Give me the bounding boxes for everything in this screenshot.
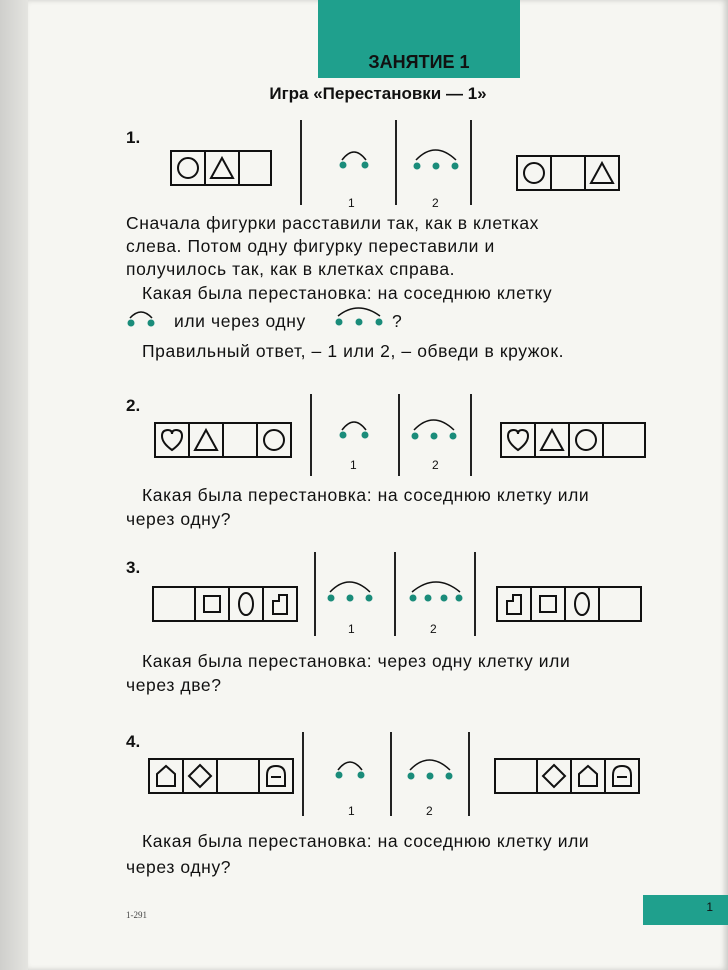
- task-3-question: Какая была перестановка: через одну клетку или: [142, 651, 571, 671]
- page-number: 1: [706, 900, 713, 914]
- circle-figure: [570, 424, 604, 456]
- notched-figure: [264, 588, 296, 620]
- choice-2-label: 2: [430, 622, 437, 636]
- task-3-right-cells: [496, 586, 642, 622]
- empty-cell: [552, 157, 586, 189]
- house-figure: [150, 760, 184, 792]
- choice-2-skip[interactable]: [404, 750, 462, 818]
- heart-figure: [156, 424, 190, 456]
- choice-2-label: 2: [426, 804, 433, 818]
- divider-line: [474, 552, 476, 636]
- triangle-figure: [206, 152, 240, 184]
- divider-line: [398, 394, 400, 476]
- choice-1-label: 1: [348, 622, 355, 636]
- divider-line: [470, 394, 472, 476]
- arch-figure: [606, 760, 638, 792]
- triangle-figure: [586, 157, 618, 189]
- divider-line: [314, 552, 316, 636]
- empty-cell: [218, 760, 260, 792]
- task-1-line: получилось так, как в клетках справа.: [126, 259, 456, 279]
- task-1-question-mark: ?: [392, 311, 403, 331]
- choice-2-skip-two[interactable]: [406, 572, 470, 636]
- task-3-number: 3.: [126, 558, 141, 577]
- task-1-line: слева. Потом одну фигурку переставили и: [126, 236, 495, 256]
- choice-1-adjacent[interactable]: [334, 410, 378, 472]
- diamond-figure: [538, 760, 572, 792]
- divider-line: [394, 552, 396, 636]
- divider-line: [470, 120, 472, 205]
- choice-1-label: 1: [348, 196, 355, 210]
- square-figure: [532, 588, 566, 620]
- task-1-or-skip: или через одну: [174, 311, 306, 331]
- task-2-right-cells: [500, 422, 646, 458]
- square-figure: [196, 588, 230, 620]
- heart-figure: [502, 424, 536, 456]
- task-1-number: 1.: [126, 128, 141, 147]
- triangle-figure: [190, 424, 224, 456]
- choice-2-label: 2: [432, 458, 439, 472]
- divider-line: [300, 120, 302, 205]
- diamond-figure: [184, 760, 218, 792]
- task-1-right-cells: [516, 155, 620, 191]
- choice-1-adjacent[interactable]: [330, 750, 374, 818]
- divider-line: [395, 120, 397, 205]
- task-2-number: 2.: [126, 396, 141, 415]
- oval-figure: [566, 588, 600, 620]
- circle-figure: [518, 157, 552, 189]
- task-4-left-cells: [148, 758, 294, 794]
- workbook-page: [28, 0, 728, 970]
- task-1-question: Какая была перестановка: на соседнюю клетку: [142, 283, 553, 303]
- empty-cell: [224, 424, 258, 456]
- choice-1-skip-one[interactable]: [324, 572, 382, 636]
- choice-1-label: 1: [348, 804, 355, 818]
- task-1-left-cells: [170, 150, 272, 186]
- game-title: Игра «Перестановки — 1»: [269, 84, 487, 103]
- circle-figure: [172, 152, 206, 184]
- choice-2-label: 2: [432, 196, 439, 210]
- task-4-question: Какая была перестановка: на соседнюю клетку или: [142, 831, 590, 851]
- arch-figure: [260, 760, 292, 792]
- divider-line: [390, 732, 392, 816]
- divider-line: [310, 394, 312, 476]
- task-1-line: Сначала фигурки расставили так, как в клетках: [126, 213, 540, 233]
- divider-line: [468, 732, 470, 816]
- oval-figure: [230, 588, 264, 620]
- lesson-title: ЗАНЯТИЕ 1: [368, 52, 470, 72]
- choice-1-adjacent[interactable]: [334, 140, 378, 210]
- empty-cell: [154, 588, 196, 620]
- empty-cell: [604, 424, 644, 456]
- print-code: 1-291: [126, 910, 147, 920]
- task-2-question-cont: через одну?: [126, 509, 232, 529]
- choice-2-skip[interactable]: [410, 140, 468, 210]
- task-3-left-cells: [152, 586, 298, 622]
- empty-cell: [600, 588, 640, 620]
- circle-figure: [258, 424, 290, 456]
- task-2-question: Какая была перестановка: на соседнюю клетку или: [142, 485, 590, 505]
- inline-adjacent-icon: [124, 306, 164, 328]
- triangle-figure: [536, 424, 570, 456]
- empty-cell: [496, 760, 538, 792]
- empty-cell: [240, 152, 270, 184]
- task-1-instruction: Правильный ответ, – 1 или 2, – обведи в кружок.: [142, 341, 565, 361]
- choice-2-skip[interactable]: [408, 410, 466, 472]
- task-4-number: 4.: [126, 732, 141, 751]
- task-4-question-cont: через одну?: [126, 857, 232, 877]
- choice-1-label: 1: [350, 458, 357, 472]
- notched-figure: [498, 588, 532, 620]
- task-4-right-cells: [494, 758, 640, 794]
- book-spine: [0, 0, 28, 970]
- inline-skip-icon: [332, 300, 392, 328]
- divider-line: [302, 732, 304, 816]
- task-3-question-cont: через две?: [126, 675, 222, 695]
- task-2-left-cells: [154, 422, 292, 458]
- house-figure: [572, 760, 606, 792]
